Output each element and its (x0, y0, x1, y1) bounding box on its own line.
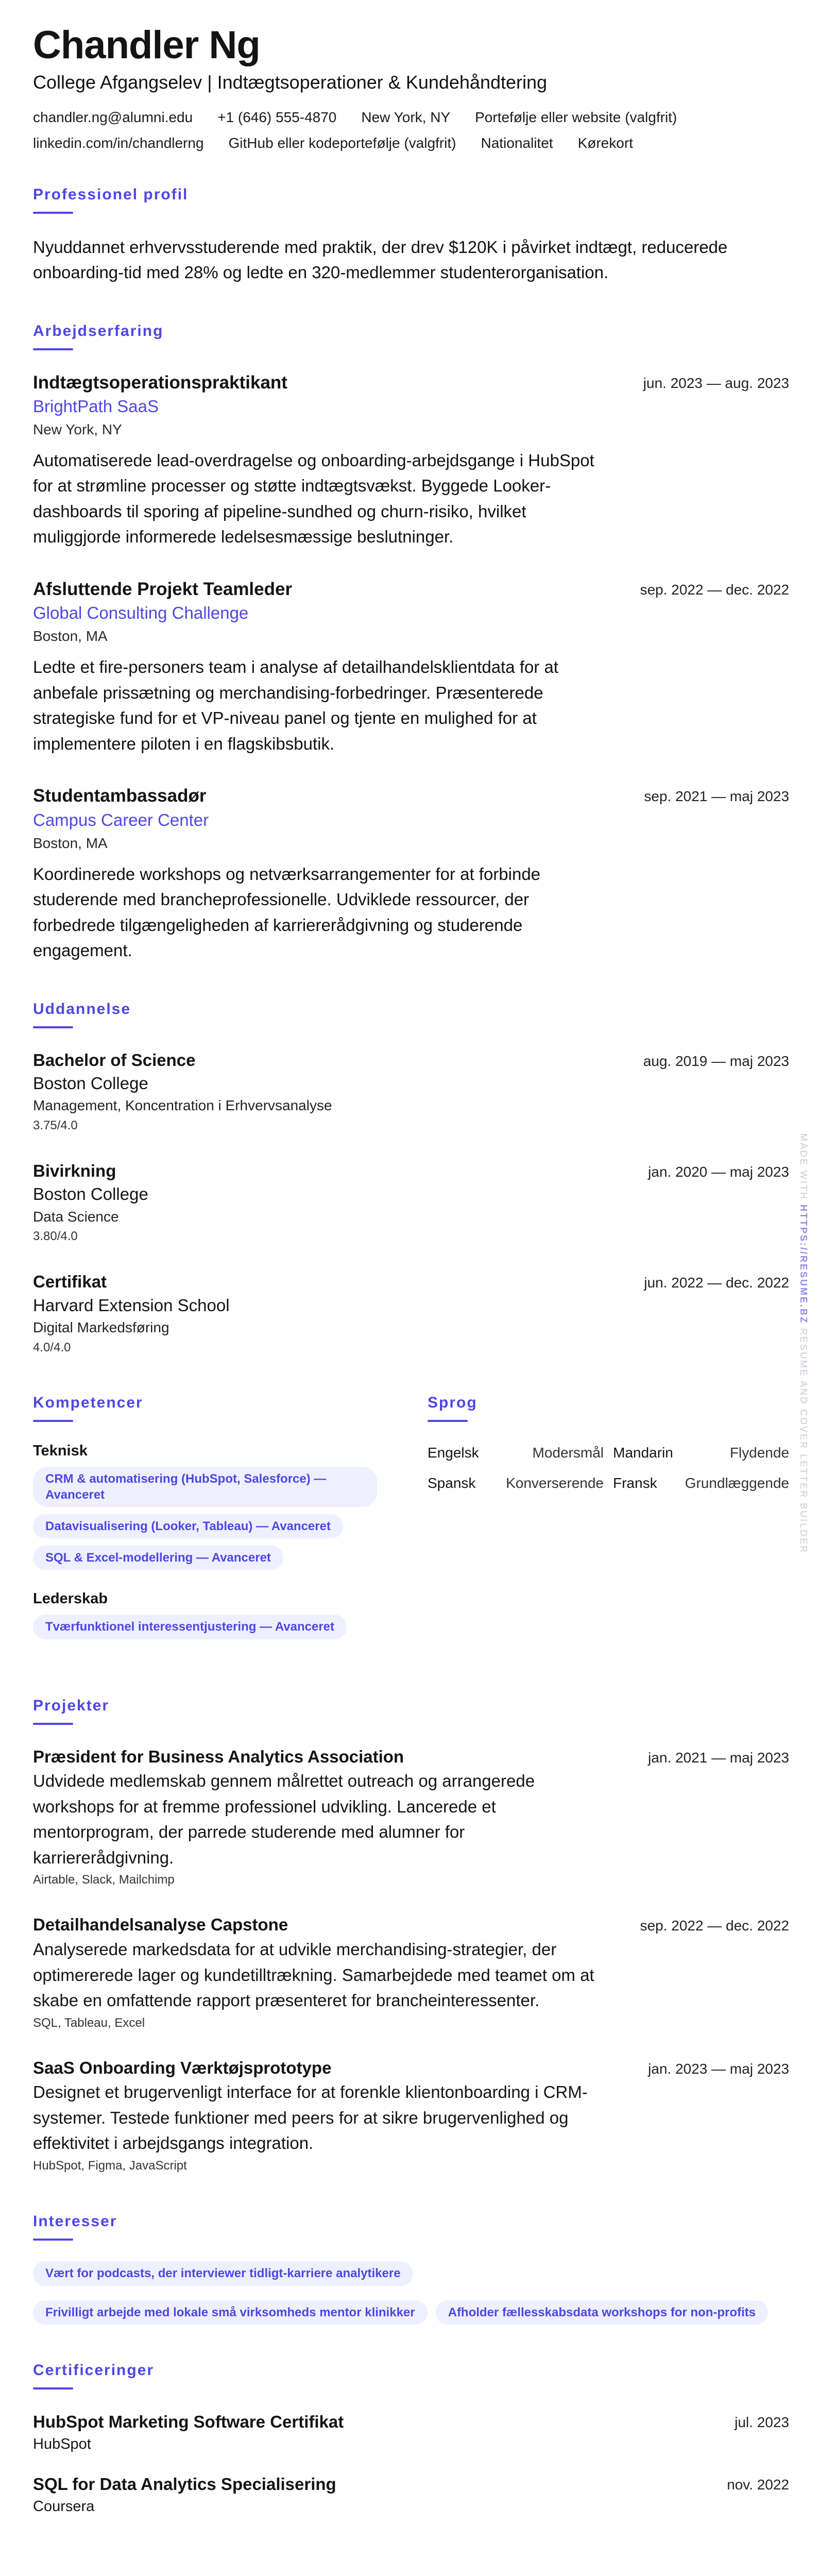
study-field: Management, Koncentration i Erhvervsanalyse (33, 1097, 332, 1114)
resume-page (33, 25, 789, 2554)
project-date: jan. 2021 — maj 2023 (648, 1749, 789, 1766)
job-title: Studentambassadør (33, 786, 207, 806)
project-date: jan. 2023 — maj 2023 (648, 2060, 789, 2077)
job-employer: Global Consulting Challenge (33, 603, 249, 623)
watermark-text (798, 1133, 809, 1554)
contact-license: Kørekort (577, 134, 633, 151)
watermark-suffix: RESUME AND COVER LETTER BUILDER (798, 1328, 809, 1554)
skill-chip: Datavisualisering (Looker, Tableau) — Avanceret (33, 1514, 343, 1538)
gpa-value: 4.0/4.0 (33, 1340, 71, 1354)
language-name: Engelsk (428, 1444, 479, 1461)
profile-summary: Nyuddannet erhvervsstuderende med praktik, der drev $120K i påvirket indtægt, reducerede onboarding-tid med 28% og ledte en 320-medlemmer studenterorganisation. (33, 237, 728, 282)
school-name: Boston College (33, 1074, 148, 1093)
section-divider (33, 2387, 73, 2389)
school-name: Boston College (33, 1184, 148, 1204)
study-field: Data Science (33, 1208, 119, 1225)
education-date: jan. 2020 — maj 2023 (648, 1163, 789, 1180)
section-title-certifications: Certificeringer (33, 2361, 155, 2379)
job-description: Automatiserede lead-overdragelse og onboarding-arbejdsgange i HubSpot for at strømline processer og støtte indtægtsvækst. Byggede Looker-dashboards til sporing af pipeline-sundhed og churn-risiko, hvilket muliggjorde informerede ledelsesmæssige beslutninger. (33, 450, 594, 547)
gpa-value: 3.80/4.0 (33, 1229, 78, 1244)
education-date: jun. 2022 — dec. 2022 (644, 1275, 789, 1291)
section-title-languages: Sprog (428, 1394, 478, 1411)
section-divider (428, 1420, 468, 1422)
languages-section (428, 1394, 789, 1660)
interest-chip-list (33, 2261, 789, 2324)
job-description: Koordinerede workshops og netværksarrangementer for at forbinde studerende med brancheprofessionelle. Udviklede ressourcer, der forbedrede tilgængeligheden af karriererådgivning og studerende engagement. (33, 864, 541, 960)
language-item (428, 1473, 604, 1493)
skill-chip-list (33, 1467, 397, 1570)
section-divider (33, 212, 73, 214)
skill-chip: CRM & automatisering (HubSpot, Salesforce) — Avanceret (33, 1467, 377, 1507)
language-item (613, 1473, 789, 1493)
contact-location: New York, NY (361, 109, 451, 125)
interest-chip: Frivilligt arbejde med lokale små virksomheds mentor klinikker (33, 2300, 428, 2325)
interests-section (33, 2213, 789, 2324)
project-title: Præsident for Business Analytics Association (33, 1747, 404, 1766)
candidate-headline: College Afgangselev | Indtægtsoperationer & Kundehåndtering (33, 71, 548, 93)
language-name: Fransk (613, 1475, 657, 1491)
contact-phone[interactable]: +1 (646) 555-4870 (217, 109, 337, 125)
certification-entry (33, 2410, 789, 2455)
language-item (428, 1443, 604, 1463)
candidate-name: Chandler Ng (33, 23, 260, 67)
section-divider (33, 1723, 73, 1725)
skill-chip: Tværfunktionel interessentjustering — Avanceret (33, 1615, 347, 1639)
contact-email[interactable]: chandler.ng@alumni.edu (33, 109, 193, 125)
section-title-projects: Projekter (33, 1697, 110, 1714)
language-name: Spansk (428, 1475, 476, 1491)
language-level: Konverserende (506, 1475, 604, 1491)
degree-title: Bachelor of Science (33, 1050, 196, 1070)
job-location: Boston, MA (33, 835, 108, 851)
builder-watermark (799, 1133, 812, 1587)
education-section (33, 1001, 789, 1357)
skills-languages-row (33, 1394, 789, 1660)
project-tools: Airtable, Slack, Mailchimp (33, 1873, 175, 1887)
section-title-interests: Interesser (33, 2213, 117, 2230)
job-location: New York, NY (33, 421, 122, 437)
project-entry (33, 1745, 789, 1890)
education-date: aug. 2019 — maj 2023 (643, 1053, 789, 1069)
project-description: Designet et brugervenligt interface for at forenkle klientonboarding i CRM-systemer. Testede funktioner med peers for at sikre brugervenlighed og effektivitet i arbejdsgangs integration. (33, 2082, 588, 2153)
gpa-value: 3.75/4.0 (33, 1118, 78, 1132)
project-entry (33, 1913, 789, 2032)
section-divider (33, 1026, 73, 1028)
job-employer: Campus Career Center (33, 810, 209, 829)
profile-section (33, 186, 789, 285)
watermark-link[interactable]: HTTPS://RESUME.BZ (798, 1205, 809, 1325)
certification-date: jul. 2023 (735, 2414, 789, 2430)
education-entry (33, 1049, 789, 1135)
section-title-skills: Kompetencer (33, 1394, 143, 1411)
job-title: Indtægtsoperationspraktikant (33, 372, 287, 393)
section-divider (33, 1420, 73, 1422)
projects-section (33, 1697, 789, 2176)
contact-list (33, 108, 789, 153)
skill-chip: SQL & Excel-modellering — Avanceret (33, 1546, 283, 1570)
project-entry (33, 2057, 789, 2176)
experience-entry (33, 578, 789, 756)
contact-github[interactable]: GitHub eller kodeportefølje (valgfrit) (228, 134, 456, 151)
education-entry (33, 1270, 789, 1357)
interest-chip: Afholder fællesskabsdata workshops for non-profits (436, 2300, 768, 2325)
degree-title: Certifikat (33, 1272, 107, 1292)
certification-name: HubSpot Marketing Software Certifikat (33, 2412, 344, 2431)
project-title: SaaS Onboarding Værktøjsprototype (33, 2058, 332, 2077)
section-title-profile: Professionel profil (33, 185, 189, 203)
job-date: sep. 2022 — dec. 2022 (640, 581, 789, 598)
language-item (613, 1443, 789, 1463)
certifications-section (33, 2362, 789, 2517)
project-date: sep. 2022 — dec. 2022 (640, 1918, 789, 1934)
section-title-experience: Arbejdserfaring (33, 322, 164, 340)
contact-nationality: Nationalitet (481, 134, 553, 151)
experience-entry (33, 784, 789, 963)
project-description: Analyserede markedsdata for at udvikle merchandising-strategier, der optimererede lager og kundetilltrækning. Samarbejdede med teamet om at skabe en omfattende rapport præsenteret for brancheinteressenter. (33, 1940, 594, 2010)
section-title-education: Uddannelse (33, 1000, 131, 1018)
job-title: Afsluttende Projekt Teamleder (33, 579, 293, 599)
watermark-prefix: MADE WITH (798, 1133, 809, 1200)
certification-issuer: HubSpot (33, 2435, 91, 2452)
section-divider (33, 348, 73, 350)
study-field: Digital Markedsføring (33, 1319, 169, 1335)
job-employer: BrightPath SaaS (33, 397, 159, 416)
language-name: Mandarin (613, 1444, 673, 1461)
contact-linkedin[interactable]: linkedin.com/in/chandlerng (33, 134, 204, 151)
certification-entry (33, 2472, 789, 2517)
resume-header (33, 25, 789, 153)
skill-group-title: Lederskab (33, 1590, 108, 1607)
job-location: Boston, MA (33, 628, 108, 645)
project-title: Detailhandelsanalyse Capstone (33, 1915, 288, 1935)
project-tools: HubSpot, Figma, JavaScript (33, 2158, 187, 2173)
language-level: Grundlæggende (685, 1475, 789, 1491)
certification-date: nov. 2022 (727, 2476, 789, 2493)
job-date: jun. 2023 — aug. 2023 (643, 375, 789, 391)
section-divider (33, 2239, 73, 2241)
certification-name: SQL for Data Analytics Specialisering (33, 2474, 336, 2494)
language-level: Flydende (729, 1444, 789, 1461)
interest-chip: Vært for podcasts, der interviewer tidligt-karriere analytikere (33, 2261, 413, 2285)
project-description: Udvidede medlemskab gennem målrettet outreach og arrangerede workshops for at fremme professionel udvikling. Lancerede et mentorprogram, der parrede studerende med alumner for karriererådgivning. (33, 1771, 535, 1867)
degree-title: Bivirkning (33, 1161, 116, 1180)
skill-chip-list (33, 1615, 397, 1639)
language-level: Modersmål (532, 1444, 604, 1461)
language-grid (428, 1443, 789, 1493)
project-tools: SQL, Tableau, Excel (33, 2015, 145, 2030)
contact-portfolio[interactable]: Portefølje eller website (valgfrit) (475, 109, 677, 125)
school-name: Harvard Extension School (33, 1295, 230, 1315)
experience-section (33, 323, 789, 963)
job-description: Ledte et fire-personers team i analyse af detailhandelsklientdata for at anbefale prissætning og merchandising-forbedringer. Præsenterede strategiske fund for et VP-niveau panel og tjente en mulighed for at implementere piloten i en flagskibsbutik. (33, 657, 558, 753)
job-date: sep. 2021 — maj 2023 (644, 788, 789, 805)
education-entry (33, 1160, 789, 1246)
skill-group-title: Teknisk (33, 1442, 88, 1459)
skills-section (33, 1394, 397, 1660)
experience-entry (33, 371, 789, 550)
certification-issuer: Coursera (33, 2498, 95, 2515)
